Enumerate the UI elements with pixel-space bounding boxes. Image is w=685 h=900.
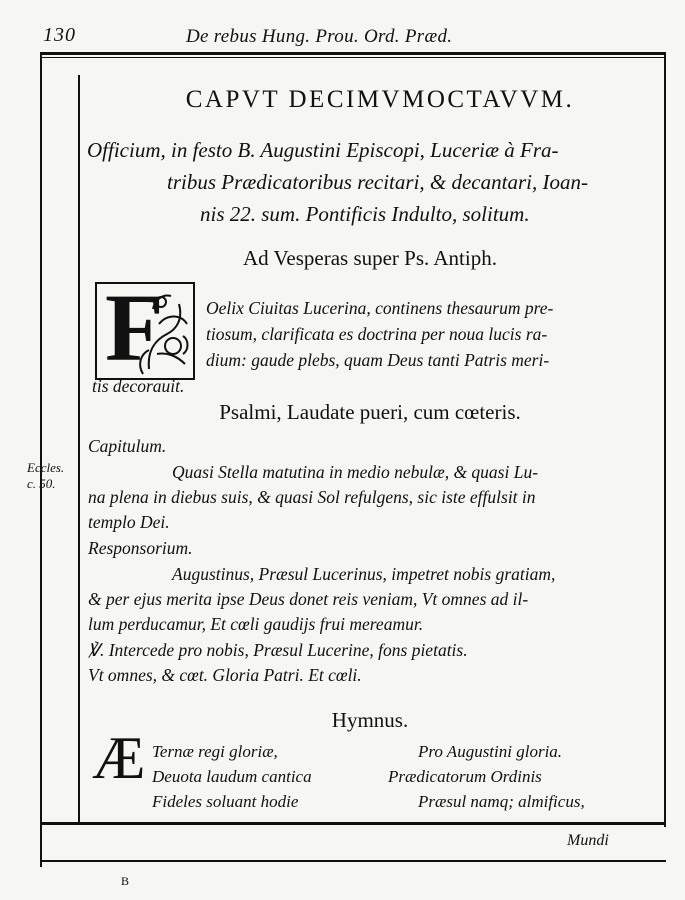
ornate-initial-icon [95,274,195,381]
hymn-left-line: Ternæ regi gloriæ, [152,742,278,761]
closing-line: Vt omnes, & cœt. Gloria Patri. Et cœli. [88,665,362,685]
hymn-right-line: Præsul namq; almificus, [418,792,585,811]
inner-left-rule [78,75,80,823]
margin-note [27,460,64,492]
office-line: nis 22. sum. Pontificis Indulto, solitum. [200,202,530,226]
hymn-left-line: Deuota laudum cantica [152,767,312,786]
running-head [0,0,685,56]
top-rule-thin [40,57,666,58]
responsorium-line: Augustinus, Præsul Lucerinus, impetret nobis gratiam, [172,564,556,584]
capitulum-line: templo Dei. [88,512,170,532]
hymn-right-line: Pro Augustini gloria. [418,742,563,761]
office-line: tribus Prædicatoribus recitari, & decantari, Ioan- [167,170,588,194]
margin-note-line: c. 50. [27,476,56,491]
hymn-left-line: Fideles soluant hodie [152,792,299,811]
antiphon-line: dium: gaude plebs, quam Deus tanti Patris meri- [206,350,550,370]
responsorium-line: lum perducamur, Et cœli gaudijs frui mereamur. [88,614,424,634]
chapter-title: CAPVT DECIMVMOCTAVVM. [185,86,575,113]
psalms-heading: Psalmi, Laudate pueri, cum cœteris. [219,400,521,424]
bottom-rule [40,822,666,825]
margin-note-line: Eccles. [27,460,65,475]
hymn-title: Hymnus. [331,708,409,732]
versicle: ℣. Intercede pro nobis, Præsul Lucerine, fons pietatis. [88,640,468,660]
antiphon-line: tiosum, clarificata es doctrina per noua lucis ra- [206,324,548,344]
running-title: De rebus Hung. Prou. Ord. Præd. [186,26,453,47]
right-frame-rule [664,52,666,827]
antiphon-line: tis decorauit. [92,376,185,396]
drop-cap-letter: F [105,274,164,381]
catchword: Mundi [567,832,609,849]
signature-mark: B [121,874,130,888]
hymn-right-line: Prædicatorum Ordinis [388,767,542,786]
capitulum-label: Capitulum. [88,436,167,456]
footer-rule [40,860,666,862]
capitulum-line: Quasi Stella matutina in medio nebulæ, & quasi Lu- [172,462,539,482]
vespers-heading: Ad Vesperas super Ps. Antiph. [243,246,497,270]
antiphon-line: Oelix Ciuitas Lucerina, continens thesaurum pre- [206,298,554,318]
office-line: Officium, in festo B. Augustini Episcopi, Luceriæ à Fra- [87,138,559,162]
hymn-initial: Æ [92,725,146,791]
capitulum-line: na plena in diebus suis, & quasi Sol refulgens, sic iste effulsit in [88,487,536,507]
responsorium-line: & per ejus merita ipse Deus donet reis veniam, Vt omnes ad il- [88,589,529,609]
responsorium-label: Responsorium. [88,538,193,558]
page-number: 130 [43,24,76,46]
